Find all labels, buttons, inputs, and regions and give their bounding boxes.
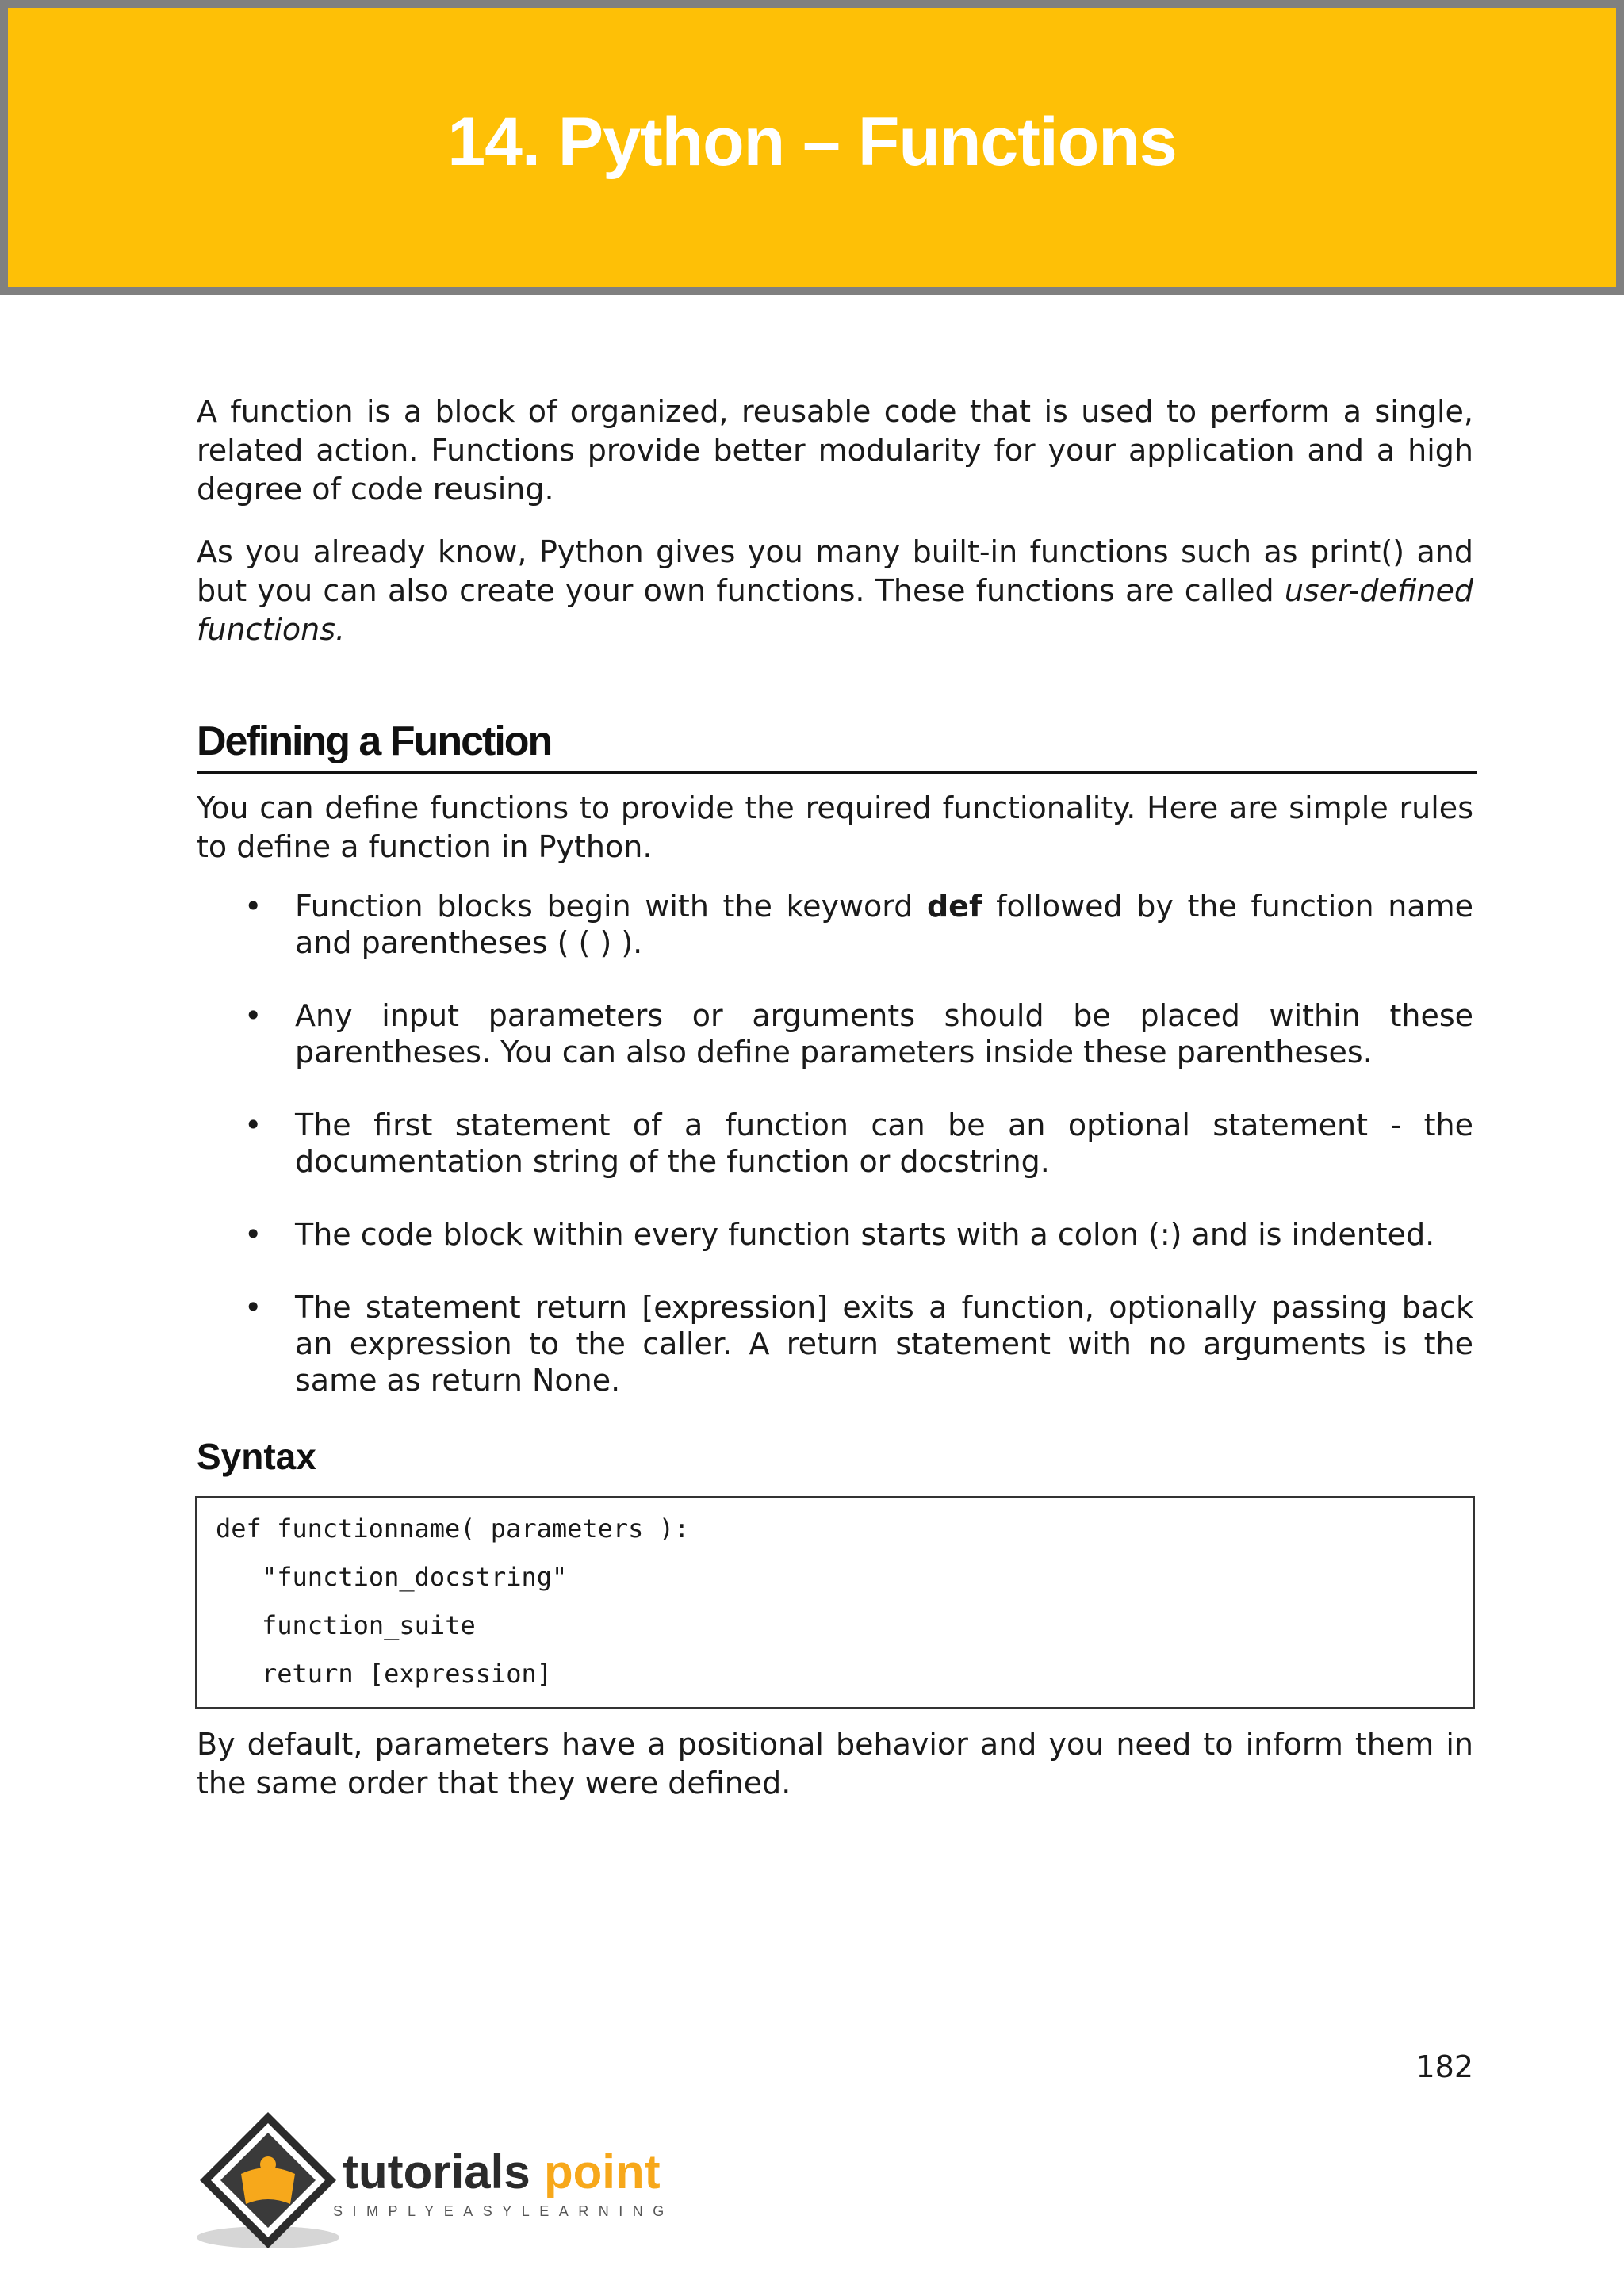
logo-word-point: point bbox=[544, 2145, 661, 2198]
list-item bbox=[197, 1107, 1473, 1180]
list-item bbox=[197, 1216, 1473, 1253]
tutorialspoint-logo bbox=[195, 2109, 687, 2252]
list-item-text: followed by the function name and parentheses ( ( ) ). bbox=[295, 889, 1473, 960]
user-defined-functions-term: user-defined functions. bbox=[197, 573, 1473, 647]
syntax-code-block bbox=[195, 1496, 1475, 1709]
list-item-text: The first statement of a function can be an optional statement - the documentation string of the function or docstring. bbox=[295, 1108, 1473, 1179]
bullet-icon: • bbox=[244, 889, 262, 924]
logo-tagline: SIMPLYEASYLEARNING bbox=[333, 2203, 674, 2219]
chapter-title: 14. Python – Functions bbox=[447, 104, 1177, 180]
bullet-icon: • bbox=[244, 1108, 262, 1142]
code-line: "function_docstring" bbox=[262, 1562, 568, 1592]
keyword-def: def bbox=[926, 889, 982, 924]
section-heading-syntax: Syntax bbox=[197, 1436, 316, 1477]
list-item-text: The statement return [expression] exits a function, optionally passing back an expression to the caller. A return statement with no arguments is the same as return None. bbox=[295, 1290, 1473, 1398]
list-item-text: The code block within every function starts with a colon (:) and is indented. bbox=[295, 1217, 1435, 1252]
page-number: 182 bbox=[1415, 2049, 1473, 2084]
bullet-icon: • bbox=[244, 1217, 262, 1252]
intro-paragraph-2-text: As you already know, Python gives you many built-in functions such as print() and but you can also create your own functions. These functions are called bbox=[197, 534, 1473, 608]
intro-paragraph-2 bbox=[197, 533, 1473, 649]
defining-intro-paragraph: You can define functions to provide the required functionality. Here are simple rules to define a function in Python. bbox=[197, 790, 1473, 864]
intro-paragraph-1: A function is a block of organized, reusable code that is used to perform a single, related action. Functions provide better modularity for your application and a high degree of code reusing. bbox=[197, 394, 1473, 507]
section-heading-defining-a-function: Defining a Function bbox=[197, 714, 1477, 774]
list-item-text: Function blocks begin with the keyword bbox=[295, 889, 927, 924]
list-item bbox=[197, 997, 1473, 1070]
chapter-banner bbox=[0, 0, 1624, 295]
code-line: def functionname( parameters ): bbox=[216, 1513, 690, 1544]
list-item bbox=[197, 888, 1473, 961]
list-item bbox=[197, 1289, 1473, 1399]
code-line: function_suite bbox=[262, 1610, 476, 1640]
list-item-text: Any input parameters or arguments should be placed within these parentheses. You can also define parameters inside these parentheses. bbox=[295, 998, 1473, 1070]
bullet-icon: • bbox=[244, 998, 262, 1033]
logo-word-tutorials: tutorials bbox=[343, 2145, 530, 2198]
rules-list bbox=[197, 888, 1473, 1399]
closing-paragraph: By default, parameters have a positional behavior and you need to inform them in the same order that they were defined. bbox=[197, 1727, 1473, 1800]
bullet-icon: • bbox=[244, 1290, 262, 1325]
code-line: return [expression] bbox=[262, 1659, 553, 1689]
